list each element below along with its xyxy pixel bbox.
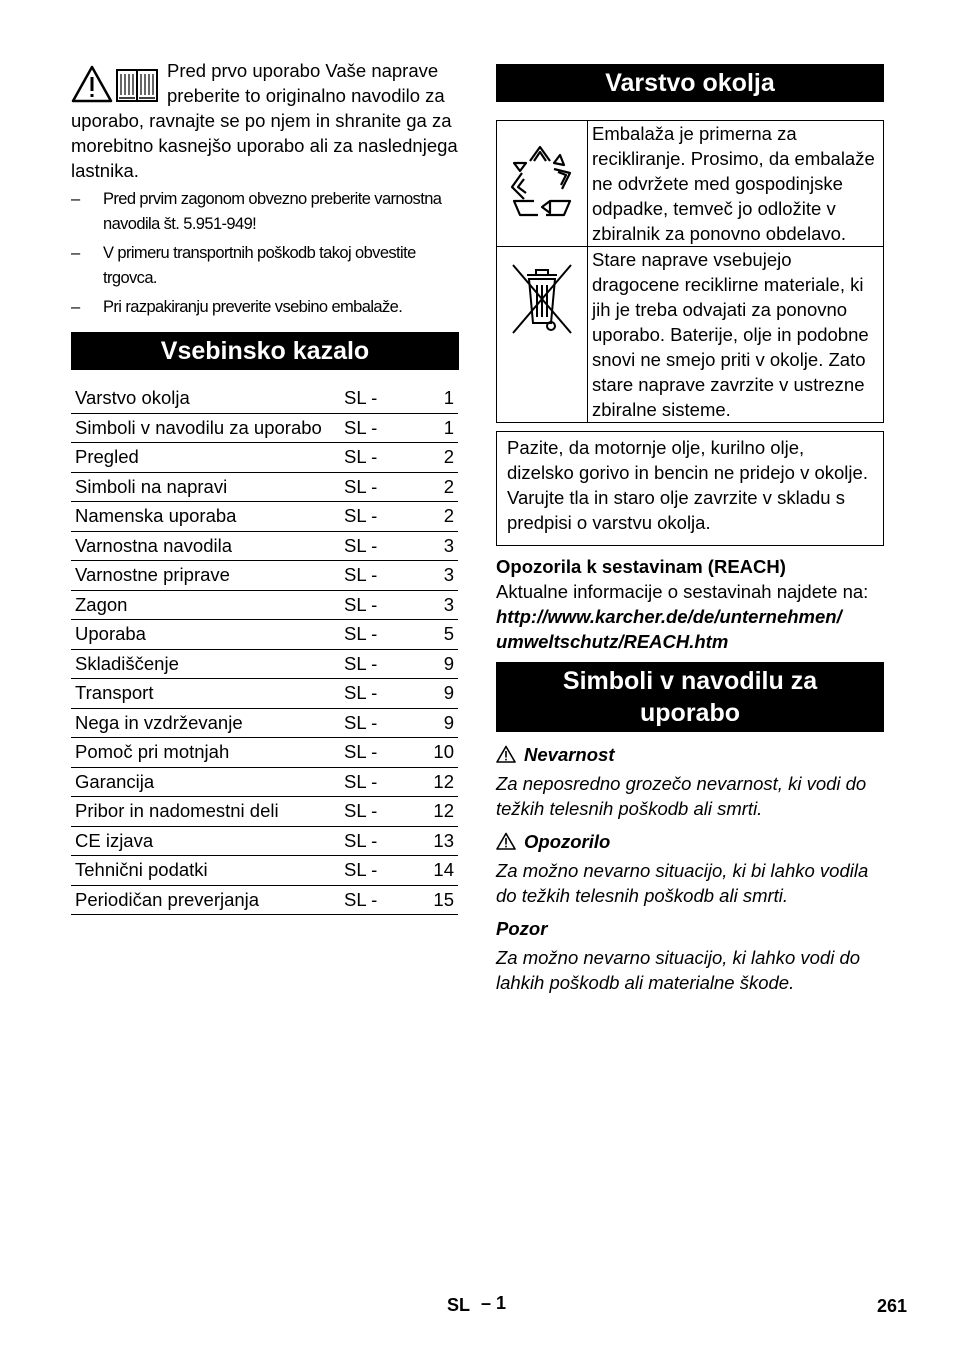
danger-label: Nevarnost: [524, 744, 615, 765]
toc-entry-prefix: SL -: [338, 413, 410, 443]
toc-entry-page: 9: [410, 679, 458, 709]
caution-heading: [496, 916, 884, 941]
table-row: [71, 620, 458, 650]
table-row: [71, 590, 458, 620]
warning-triangle-icon: [496, 745, 516, 763]
intro-block: [71, 58, 459, 183]
reach-text: Aktualne informacije o sestavinah najdete na:: [496, 581, 869, 602]
warning-label: Opozorilo: [524, 831, 611, 852]
footer-page-number: 261: [877, 1296, 908, 1316]
intro-icons: [71, 64, 161, 108]
reach-link-2[interactable]: umweltschutz/REACH.htm: [496, 631, 729, 652]
toc-entry-label: Nega in vzdrževanje: [71, 708, 338, 738]
table-row: [71, 885, 458, 915]
table-row: [71, 384, 458, 413]
toc-title: Vsebinsko kazalo: [71, 332, 459, 370]
toc-entry-label: Periodičan preverjanja: [71, 885, 338, 915]
toc-entry-prefix: SL -: [338, 767, 410, 797]
toc-entry-label: Skladiščenje: [71, 649, 338, 679]
toc-entry-page: 2: [410, 443, 458, 473]
list-item: – Pred prvim zagonom obvezno preberite varnostna navodila št. 5.951-949!: [71, 190, 442, 233]
danger-text: Za neposredno grozečo nevarnost, ki vodi do težkih telesnih poškodb ali smrti.: [496, 773, 867, 819]
toc-entry-page: 3: [410, 561, 458, 591]
right-column: [496, 64, 884, 995]
warning-text: Za možno nevarno situacijo, ki bi lahko vodila do težkih telesnih poškodb ali smrti.: [496, 860, 869, 906]
toc-entry-label: Simboli na napravi: [71, 472, 338, 502]
left-column: [71, 58, 459, 915]
reach-heading: Opozorila k sestavinam (REACH): [496, 556, 786, 577]
toc-entry-label: Tehnični podatki: [71, 856, 338, 886]
symbols-title: [496, 662, 884, 732]
table-row: [71, 649, 458, 679]
warning-triangle-icon: [496, 832, 516, 850]
warning-heading: [496, 829, 884, 854]
table-row: [71, 856, 458, 886]
caution-label: Pozor: [496, 918, 548, 939]
toc-entry-prefix: SL -: [338, 797, 410, 827]
table-row: [71, 413, 458, 443]
recycle-icon: [504, 141, 580, 221]
toc-entry-page: 13: [410, 826, 458, 856]
toc-entry-prefix: SL -: [338, 502, 410, 532]
symbols-title-line1: Simboli v navodilu za: [562, 667, 818, 695]
toc-entry-prefix: SL -: [338, 590, 410, 620]
footer-section-number: – 1: [481, 1293, 507, 1313]
table-row: [71, 561, 458, 591]
toc-entry-prefix: SL -: [338, 531, 410, 561]
toc-entry-prefix: SL -: [338, 561, 410, 591]
toc-entry-page: 12: [410, 797, 458, 827]
toc-entry-page: 3: [410, 531, 458, 561]
table-row: [71, 679, 458, 709]
table-row: [71, 826, 458, 856]
toc-entry-label: Garancija: [71, 767, 338, 797]
recycle-icon-cell: [497, 121, 588, 247]
toc-entry-label: Simboli v navodilu za uporabo: [71, 413, 338, 443]
toc-entry-page: 1: [410, 413, 458, 443]
toc-entry-label: Varnostna navodila: [71, 531, 338, 561]
toc-entry-label: Transport: [71, 679, 338, 709]
toc-entry-label: Pribor in nadomestni deli: [71, 797, 338, 827]
list-item: – V primeru transportnih poškodb takoj obvestite trgovca.: [71, 244, 416, 287]
toc-entry-prefix: SL -: [338, 679, 410, 709]
table-row: [71, 738, 458, 768]
table-row: [497, 247, 884, 423]
crossed-bin-icon: [509, 261, 575, 337]
toc-entry-page: 10: [410, 738, 458, 768]
environment-title: Varstvo okolja: [496, 64, 884, 102]
table-row: [71, 472, 458, 502]
toc-entry-page: 9: [410, 708, 458, 738]
toc-entry-page: 14: [410, 856, 458, 886]
manual-book-icon: [117, 70, 157, 101]
reach-link-1[interactable]: http://www.karcher.de/de/unternehmen/: [496, 606, 842, 627]
toc-entry-page: 1: [410, 384, 458, 413]
toc-entry-label: Varstvo okolja: [71, 384, 338, 413]
environment-table: [496, 120, 884, 423]
table-row: [71, 708, 458, 738]
toc-entry-page: 15: [410, 885, 458, 915]
toc-entry-prefix: SL -: [338, 384, 410, 413]
toc-entry-prefix: SL -: [338, 738, 410, 768]
caution-text: Za možno nevarno situacijo, ki lahko vodi do lahkih poškodb ali materialne škode.: [496, 947, 861, 993]
warning-triangle-icon: [71, 64, 161, 104]
toc-entry-label: Varnostne priprave: [71, 561, 338, 591]
intro-bullets: [71, 187, 459, 320]
symbols-title-line2: uporabo: [640, 699, 740, 727]
intro-text: Pred prvo uporabo Vaše naprave preberite to originalno navodilo za uporabo, ravnajte se po njem in shranite ga za morebitno kasnejšo uporabo ali za naslednjega lastnika.: [71, 60, 458, 181]
table-row: [71, 502, 458, 532]
toc-entry-page: 12: [410, 767, 458, 797]
toc-entry-page: 5: [410, 620, 458, 650]
toc-entry-page: 2: [410, 502, 458, 532]
danger-heading: [496, 742, 884, 767]
toc-entry-prefix: SL -: [338, 856, 410, 886]
footer-language: SL: [447, 1295, 471, 1315]
table-row: [71, 531, 458, 561]
toc-entry-prefix: SL -: [338, 472, 410, 502]
toc-entry-page: 3: [410, 590, 458, 620]
table-row: [71, 797, 458, 827]
toc-entry-label: CE izjava: [71, 826, 338, 856]
toc-entry-page: 9: [410, 649, 458, 679]
toc-entry-label: Pomoč pri motnjah: [71, 738, 338, 768]
oil-notice-box: Pazite, da motornje olje, kurilno olje, dizelsko gorivo in bencin ne pridejo v okolje. Varujte tla in staro olje zavrzite v skladu s predpisi o varstvu okolja.: [496, 431, 884, 546]
toc-entry-prefix: SL -: [338, 708, 410, 738]
table-row: [497, 121, 884, 247]
crossed-bin-icon-cell: [497, 247, 588, 423]
packaging-text: Embalaža je primerna za recikliranje. Prosimo, da embalaže ne odvržete med gospodinjske odpadke, temveč jo odložite v zbiralnik za ponovno obdelavo.: [588, 121, 884, 247]
toc-entry-page: 2: [410, 472, 458, 502]
toc-entry-label: Uporaba: [71, 620, 338, 650]
toc-entry-prefix: SL -: [338, 649, 410, 679]
toc-entry-prefix: SL -: [338, 443, 410, 473]
toc-entry-label: Pregled: [71, 443, 338, 473]
toc-entry-label: Zagon: [71, 590, 338, 620]
toc-entry-prefix: SL -: [338, 826, 410, 856]
old-devices-text: Stare naprave vsebujejo dragocene reciklirne materiale, ki jih je treba odvajati za ponovno uporabo. Baterije, olje in podobne snovi ne smejo priti v okolje. Zato stare naprave zavrzite v ustrezne zbiralne sisteme.: [588, 247, 884, 423]
table-row: [71, 443, 458, 473]
toc-entry-prefix: SL -: [338, 885, 410, 915]
table-row: [71, 767, 458, 797]
toc-entry-prefix: SL -: [338, 620, 410, 650]
toc-table: [71, 384, 458, 915]
toc-entry-label: Namenska uporaba: [71, 502, 338, 532]
list-item: – Pri razpakiranju preverite vsebino embalaže.: [71, 298, 403, 316]
